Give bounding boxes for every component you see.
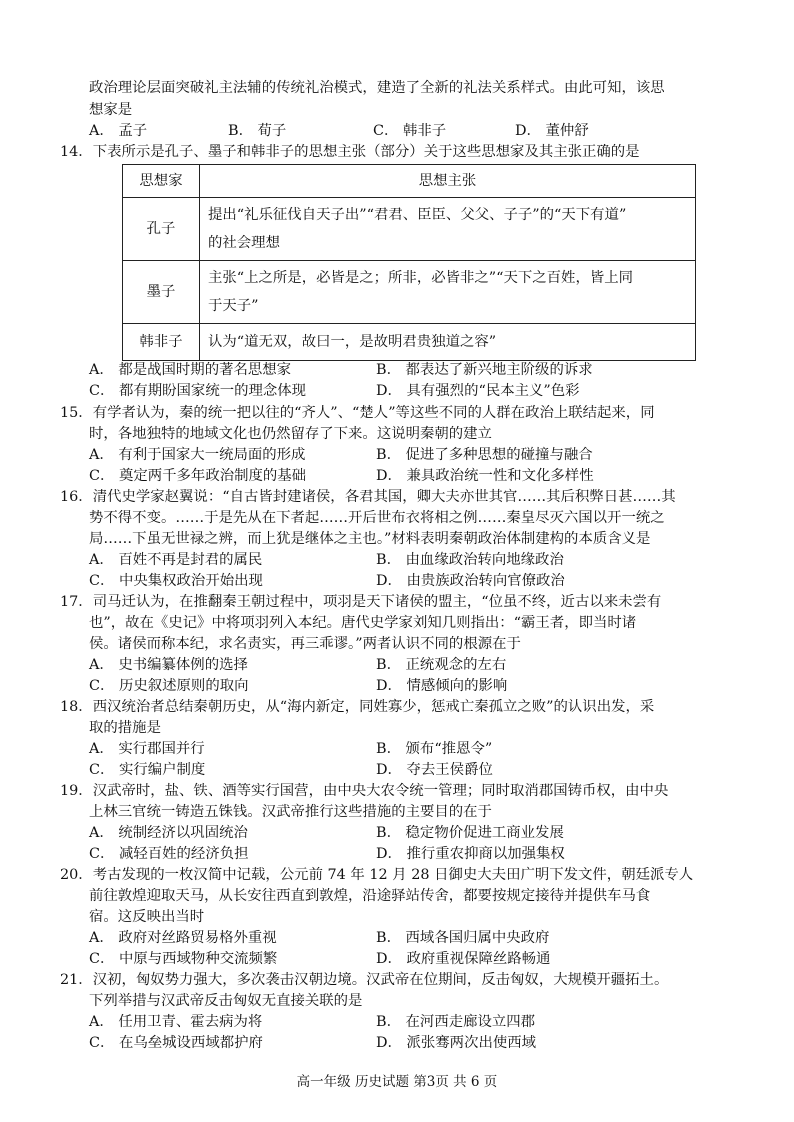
q20-option-b[interactable]: B． 西域各国归属中央政府: [376, 930, 550, 946]
q17-stem-line3: 侯。诸侯而称本纪，求名责实，再三乖谬。”两者认识不同的根源在于: [89, 636, 521, 652]
q18-option-d[interactable]: D． 夺去王侯爵位: [376, 762, 493, 778]
q16-stem-line3: 局……下虽无世禄之辨，而上犹是继体之主也。”材料表明秦朝政治体制建构的本质含义是: [89, 531, 651, 547]
q19-option-d[interactable]: D． 推行重农抑商以加强集权: [376, 846, 565, 862]
row-thinker-mozi: 墨子: [123, 261, 200, 324]
q16-stem-line1: 16．清代史学家赵翼说：“自古皆封建诸侯，各君其国，卿大夫亦世其官……其后积弊日甚……其: [60, 489, 676, 505]
q14-option-b[interactable]: B． 都表达了新兴地主阶级的诉求: [376, 362, 593, 378]
q13-stem-line2: 想家是: [89, 102, 133, 118]
q13-stem-line1: 政治理论层面突破礼主法辅的传统礼治模式，建造了全新的礼法关系样式。由此可知，该思: [89, 80, 665, 96]
header-idea: 思想主张: [200, 165, 696, 198]
q19-option-c[interactable]: C． 减轻百姓的经济负担: [89, 846, 249, 862]
table-row: [123, 324, 696, 361]
q20-option-d[interactable]: D． 政府重视保障丝路畅通: [376, 951, 551, 967]
q19-option-b[interactable]: B． 稳定物价促进工商业发展: [376, 825, 564, 841]
q20-stem-line2: 前往敦煌迎取天马，从长安往西直到敦煌，沿途驿站传舍，都要按规定接待并提供车马食: [89, 888, 651, 904]
q17-option-b[interactable]: B． 正统观念的左右: [376, 657, 507, 673]
q20-option-c[interactable]: C． 中原与西域物种交流频繁: [89, 951, 278, 967]
thinkers-table: [122, 164, 696, 361]
q19-stem-line2: 上林三官统一铸造五铢钱。汉武帝推行这些措施的主要目的在于: [89, 804, 492, 820]
table-header-row: [123, 165, 696, 198]
q21-stem-line1: 21．汉初，匈奴势力强大，多次袭击汉朝边境。汉武帝在位期间，反击匈奴，大规模开疆拓土。: [60, 972, 669, 988]
row-idea-mozi: [200, 261, 696, 324]
q13-option-c[interactable]: C． 韩非子: [373, 123, 447, 139]
q14-option-d[interactable]: D． 具有强烈的“民本主义”色彩: [376, 383, 580, 399]
idea-line: 提出“礼乐征伐自天子出”“君君、臣臣、父父、子子”的“天下有道”: [208, 207, 627, 223]
q15-option-c[interactable]: C． 奠定两千多年政治制度的基础: [89, 468, 307, 484]
q18-option-a[interactable]: A． 实行郡国并行: [89, 741, 205, 757]
table-row: [123, 198, 696, 261]
q16-option-d[interactable]: D． 由贵族政治转向官僚政治: [376, 573, 565, 589]
header-thinker: 思想家: [123, 165, 200, 198]
q21-stem-line2: 下列举措与汉武帝反击匈奴无直接关联的是: [89, 993, 363, 1009]
row-idea-hanfeizi: 认为“道无双，故曰一，是故明君贵独道之容”: [200, 324, 696, 361]
q21-option-b[interactable]: B． 在河西走廊设立四郡: [376, 1014, 536, 1030]
q15-option-a[interactable]: A． 有利于国家大一统局面的形成: [89, 447, 306, 463]
row-thinker-kongzi: 孔子: [123, 198, 200, 261]
q19-option-a[interactable]: A． 统制经济以巩固统治: [89, 825, 248, 841]
q15-stem-line2: 时，各地独特的地域文化也仍然留存了下来。这说明秦朝的建立: [89, 426, 492, 442]
q14-option-a[interactable]: A． 都是战国时期的著名思想家: [89, 362, 292, 378]
q21-option-c[interactable]: C． 在乌垒城设西域都护府: [89, 1035, 263, 1051]
page-footer: 高一年级 历史试题 第3页 共 6 页: [296, 1074, 498, 1090]
q15-stem-line1: 15．有学者认为，秦的统一把以往的“齐人”、“楚人”等这些不同的人群在政治上联结起来，同: [60, 405, 655, 421]
q17-stem-line1: 17．司马迁认为，在推翻秦王朝过程中，项羽是天下诸侯的盟主，“位虽不终，近古以来未尝有: [60, 594, 662, 610]
row-idea-kongzi: [200, 198, 696, 261]
q14-stem: 14．下表所示是孔子、墨子和韩非子的思想主张（部分）关于这些思想家及其主张正确的是: [60, 144, 640, 160]
q19-stem-line1: 19．汉武帝时，盐、铁、酒等实行国营，由中央大农令统一管理；同时取消郡国铸币权，由中央: [60, 783, 669, 799]
q15-option-b[interactable]: B． 促进了多种思想的碰撞与融合: [376, 447, 593, 463]
q17-option-d[interactable]: D． 情感倾向的影响: [376, 678, 508, 694]
q18-stem-line2: 取的措施是: [89, 720, 161, 736]
q14-option-c[interactable]: C． 都有期盼国家统一的理念体现: [89, 383, 307, 399]
q16-option-a[interactable]: A． 百姓不再是封君的属民: [89, 552, 263, 568]
q20-option-a[interactable]: A． 政府对丝路贸易格外重视: [89, 930, 277, 946]
q20-stem-line3: 宿。这反映出当时: [89, 909, 205, 925]
q20-stem-line1: 20．考古发现的一枚汉简中记载，公元前 74 年 12 月 28 日御史大夫田广明下发文件，朝廷派专人: [60, 867, 694, 883]
q18-option-c[interactable]: C． 实行编户制度: [89, 762, 206, 778]
idea-line: 主张“上之所是，必皆是之；所非，必皆非之”“天下之百姓，皆上同: [208, 270, 634, 286]
q17-stem-line2: 也”，故在《史记》中将项羽列入本纪。唐代史学家刘知几则指出：“霸王者，即当时诸: [89, 615, 637, 631]
q21-option-a[interactable]: A． 任用卫青、霍去病为将: [89, 1014, 263, 1030]
q13-option-a[interactable]: A． 孟子: [89, 123, 148, 139]
idea-line: 的社会理想: [208, 235, 280, 251]
q13-option-b[interactable]: B． 荀子: [228, 123, 287, 139]
q21-option-d[interactable]: D． 派张骞两次出使西域: [376, 1035, 537, 1051]
idea-line: 于天子”: [208, 298, 259, 314]
table-row: [123, 261, 696, 324]
q17-option-a[interactable]: A． 史书编纂体例的选择: [89, 657, 248, 673]
row-thinker-hanfeizi: 韩非子: [123, 324, 200, 361]
q16-option-b[interactable]: B． 由血缘政治转向地缘政治: [376, 552, 564, 568]
q16-stem-line2: 势不得不变。……于是先从在下者起……开后世布衣将相之例……秦皇尽灭六国以开一统之: [89, 510, 665, 526]
q18-stem-line1: 18．西汉统治者总结秦朝历史，从“海内新定，同姓寡少，惩戒亡秦孤立之败”的认识出发，采: [60, 699, 655, 715]
q17-option-c[interactable]: C． 历史叙述原则的取向: [89, 678, 249, 694]
q18-option-b[interactable]: B． 颁布“推恩令”: [376, 741, 493, 757]
q15-option-d[interactable]: D． 兼具政治统一性和文化多样性: [376, 468, 594, 484]
q16-option-c[interactable]: C． 中央集权政治开始出现: [89, 573, 263, 589]
q13-option-d[interactable]: D． 董仲舒: [515, 123, 589, 139]
